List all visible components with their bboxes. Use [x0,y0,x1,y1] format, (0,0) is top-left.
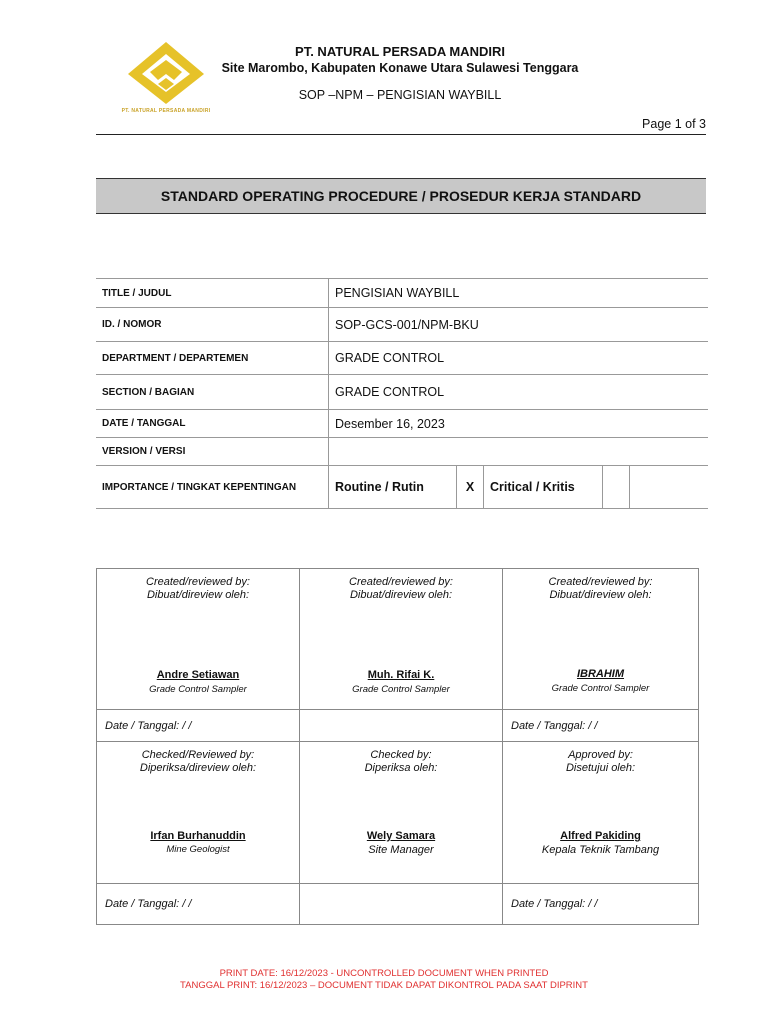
info-label: VERSION / VERSI [96,438,329,466]
info-label: DEPARTMENT / DEPARTEMEN [96,342,329,375]
info-row-title [96,279,708,308]
page-number: Page 1 of 3 [642,117,706,131]
info-label: SECTION / BAGIAN [96,375,329,410]
date-row-approved [97,884,699,925]
signature-cell [503,742,699,884]
signatory-name: Irfan Burhanuddin [150,830,246,842]
info-label: TITLE / JUDUL [96,279,329,308]
info-value: SOP-GCS-001/NPM-BKU [329,308,709,342]
routine-label: Routine / Rutin [329,466,457,509]
signatory-name: Wely Samara [366,830,436,842]
info-value: GRADE CONTROL [329,342,709,375]
signature-row-approved [97,742,699,884]
info-value [329,438,709,466]
info-label: IMPORTANCE / TINGKAT KEPENTINGAN [96,466,329,509]
signatory-position: Site Manager [368,844,434,856]
info-value: PENGISIAN WAYBILL [329,279,709,308]
routine-checkbox: X [457,466,484,509]
signatory-position: Grade Control Sampler [551,683,650,694]
signature-role: Created/reviewed by: Dibuat/direview oleh: [548,576,653,601]
signature-role: Approved by: Disetujui oleh: [565,749,636,774]
info-label: DATE / TANGGAL [96,410,329,438]
info-value: GRADE CONTROL [329,375,709,410]
signatory-name: Andre Setiawan [156,669,240,681]
date-field [300,710,503,742]
info-row-date [96,410,708,438]
date-field: Date / Tanggal: / / [97,884,300,925]
signatory-name: Alfred Pakiding [560,830,641,842]
info-row-version [96,438,708,466]
date-row-created [97,710,699,742]
signature-table [96,568,699,925]
print-notice-en: PRINT DATE: 16/12/2023 - UNCONTROLLED DOCUMENT WHEN PRINTED [219,968,549,979]
header-divider [96,134,706,135]
info-row-id [96,308,708,342]
date-field: Date / Tanggal: / / [503,884,699,925]
sop-title: SOP –NPM – PENGISIAN WAYBILL [298,88,502,102]
signature-cell [300,742,503,884]
critical-checkbox [603,466,630,509]
critical-label: Critical / Kritis [484,466,603,509]
signatory-position: Grade Control Sampler [352,684,450,695]
signatory-name: IBRAHIM [576,668,625,680]
signature-cell [300,569,503,710]
logo-text: PT. NATURAL PERSADA MANDIRI [121,108,211,114]
signature-row-created [97,569,699,710]
date-field: Date / Tanggal: / / [97,710,300,742]
signature-cell [503,569,699,710]
signatory-position: Mine Geologist [166,844,230,855]
signatory-position: Kepala Teknik Tambang [541,844,660,856]
info-label: ID. / NOMOR [96,308,329,342]
info-row-section [96,375,708,410]
signature-role: Checked/Reviewed by: Diperiksa/direview oleh: [139,749,257,774]
print-notice-id: TANGGAL PRINT: 16/12/2023 – DOCUMENT TIDAK DAPAT DIKONTROL PADA SAAT DIPRINT [180,980,588,991]
signature-role: Created/reviewed by: Dibuat/direview oleh: [349,576,453,601]
site-location: Site Marombo, Kabupaten Konawe Utara Sulawesi Tenggara [221,61,579,75]
signature-cell [97,569,300,710]
signature-role: Checked by: Diperiksa oleh: [364,749,438,774]
info-row-importance [96,466,708,509]
importance-blank [630,466,709,509]
date-field [300,884,503,925]
signature-cell [97,742,300,884]
info-row-department [96,342,708,375]
date-field: Date / Tanggal: / / [503,710,699,742]
info-value: Desember 16, 2023 [329,410,709,438]
signature-role: Created/reviewed by: Dibuat/direview oleh: [146,576,250,601]
signatory-name: Muh. Rifai K. [367,669,435,681]
company-name: PT. NATURAL PERSADA MANDIRI [295,44,505,59]
signatory-position: Grade Control Sampler [149,684,247,695]
document-banner: STANDARD OPERATING PROCEDURE / PROSEDUR KERJA STANDARD [96,178,706,214]
document-info-table [96,278,708,509]
